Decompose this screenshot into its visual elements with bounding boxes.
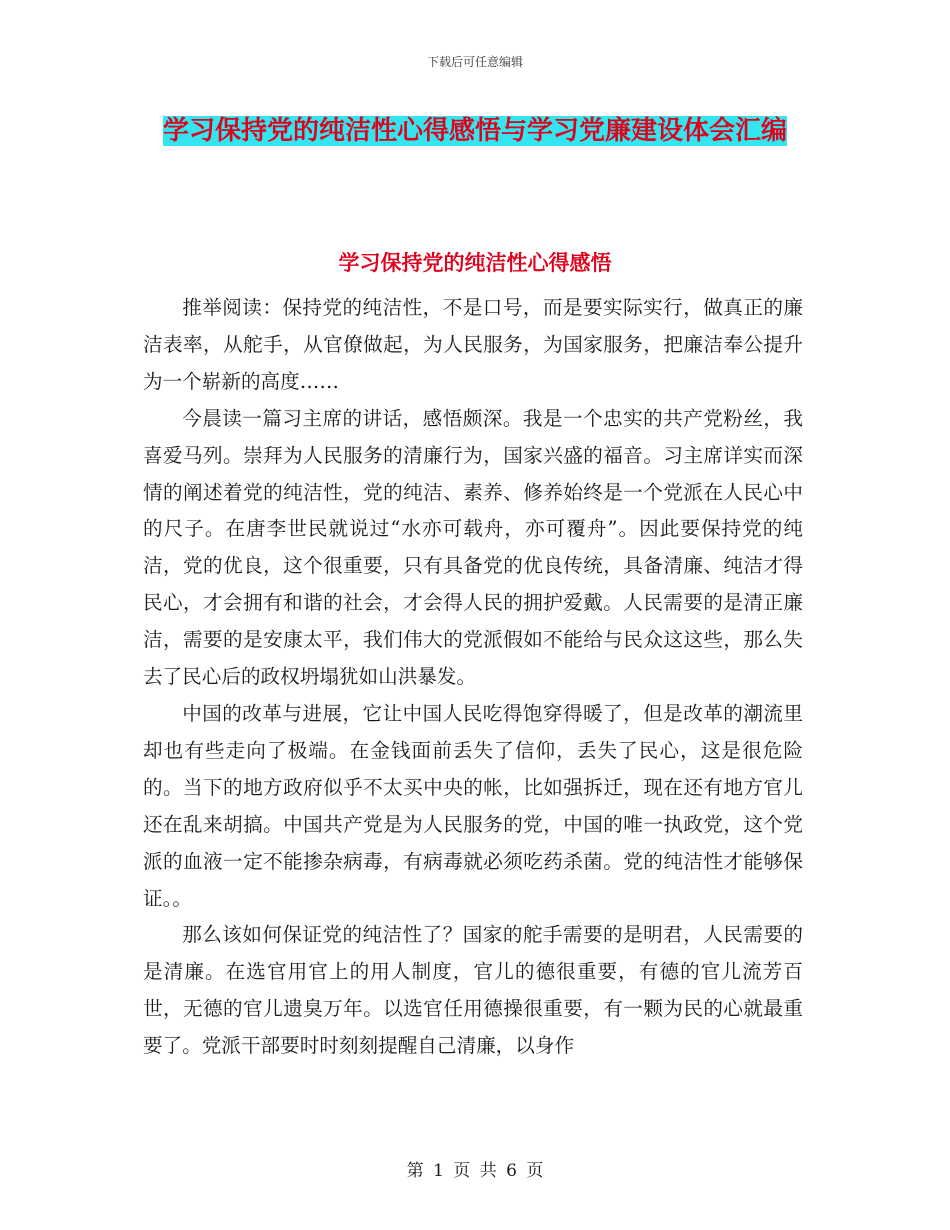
paragraph: 那么该如何保证党的纯洁性了？国家的舵手需要的是明君，人民需要的是清廉。在选官用官上的用人制度，官儿的德很重要，有德的官儿流芳百世，无德的官儿遗臭万年。以选官任用德操很重要，有一颗为民的心就最重要了。党派干部要时时刻刻提醒自己清廉，以身作 [143,923,803,1058]
document-title-text: 学习保持党的纯洁性心得感悟与学习党廉建设体会汇编 [162,116,787,146]
paragraph: 今晨读一篇习主席的讲话，感悟颇深。我是一个忠实的共产党粉丝，我喜爱马列。崇拜为人民服务的清廉行为，国家兴盛的福音。习主席详实而深情的阐述着党的纯洁性，党的纯洁、素养、修养始终是一个党派在人民心中的尺子。在唐李世民就说过“水亦可载舟，亦可覆舟”。因此要保持党的纯洁，党的优良，这个很重要，只有具备党的优良传统，具备清廉、纯洁才得民心，才会拥有和谐的社会，才会得人民的拥护爱戴。人民需要的是清正廉洁，需要的是安康太平，我们伟大的党派假如不能给与民众这这些，那么失去了民心后的政权坍塌犹如山洪暴发。 [143,406,803,689]
document-title [150,108,800,155]
header-note: 下载后可任意编辑 [426,55,523,69]
paragraph: 中国的改革与进展，它让中国人民吃得饱穿得暖了，但是改革的潮流里却也有些走向了极端。在金钱面前丢失了信仰，丢失了民心，这是很危险的。当下的地方政府似乎不太买中央的帐，比如强拆迁，现在还有地方官儿还在乱来胡搞。中国共产党是为人民服务的党，中国的唯一执政党，这个党派的血液一定不能掺杂病毒，有病毒就必须吃药杀菌。党的纯洁性才能够保证。。 [143,701,803,910]
paragraph: 推举阅读：保持党的纯洁性，不是口号，而是要实际实行，做真正的廉洁表率，从舵手，从官僚做起，为人民服务，为国家服务，把廉洁奉公提升为一个崭新的高度…… [143,296,803,393]
section-title: 学习保持党的纯洁性心得感悟 [338,250,612,275]
document-body [143,290,803,1065]
page-footer: 第 1 页 共 6 页 [406,1161,544,1181]
